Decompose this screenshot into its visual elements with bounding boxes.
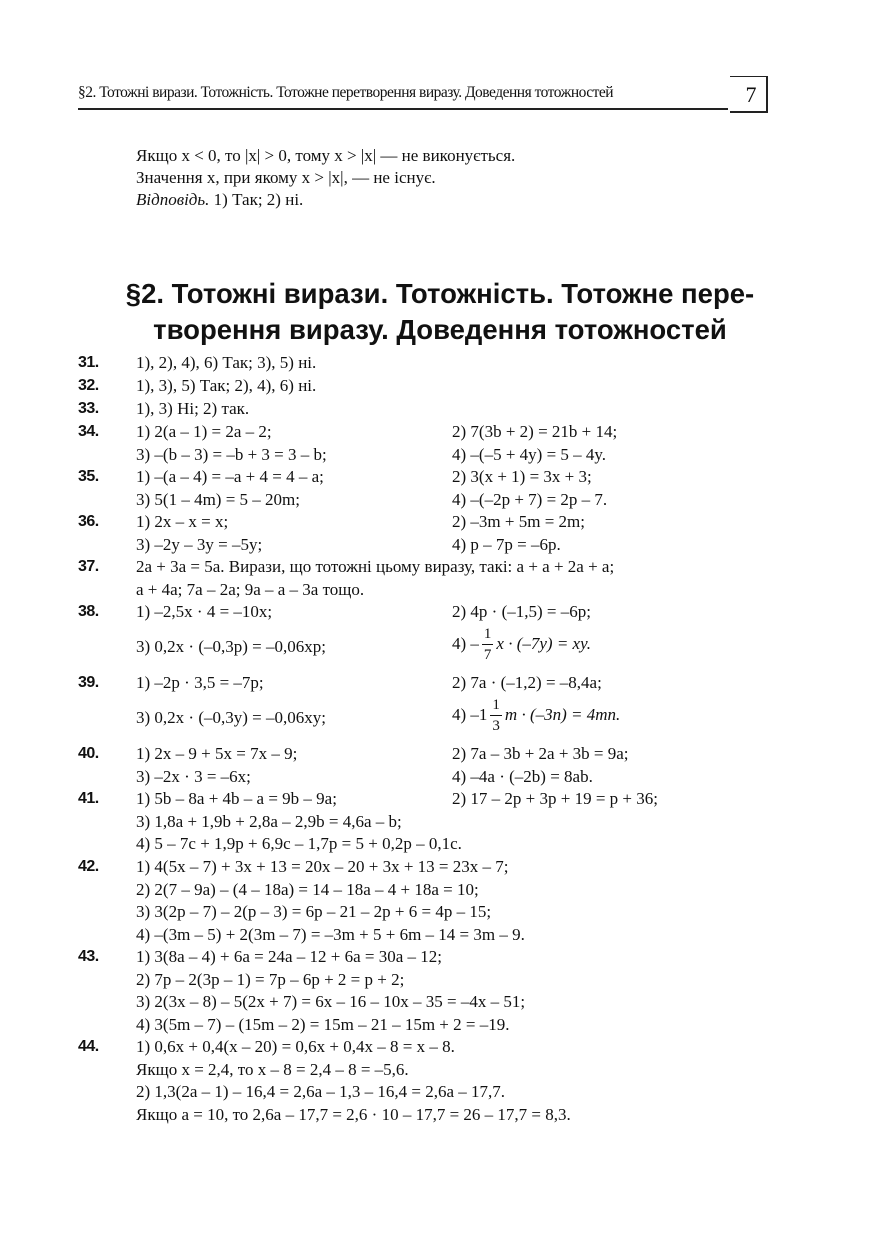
answer-line: 1) 4(5x – 7) + 3x + 13 = 20x – 20 + 3x + 13 = 23x – 7; [136, 857, 509, 876]
answer-item: 1) –2,5x · 4 = –10x; [136, 602, 273, 621]
answer-label: Відповідь. [136, 190, 210, 209]
fraction [490, 695, 502, 736]
answer-item: 3) 0,2x · (–0,3y) = –0,06xy; [136, 707, 326, 727]
intro-line-1: Якщо x < 0, то |x| > 0, тому x > |x| — не виконується. [136, 146, 516, 165]
running-header [78, 76, 768, 112]
answer-item: 2) 3(x + 1) = 3x + 3; [452, 467, 592, 486]
fraction-numerator: 1 [490, 695, 502, 716]
answer-item: 3) 5(1 – 4m) = 5 – 20m; [136, 489, 300, 509]
answer-item: 3) –(b – 3) = –b + 3 = 3 – b; [136, 444, 327, 464]
answer-prefix: 4) –1 [452, 704, 488, 724]
exercise-number: 35. [78, 468, 99, 485]
answer-line: 1), 3) Ні; 2) так. [136, 399, 250, 418]
answer-line: 4) 5 – 7c + 1,9p + 6,9c – 1,7p = 5 + 0,2p – 0,1c. [136, 834, 462, 853]
header-rule [78, 108, 728, 110]
answer-item: 2) 7a · (–1,2) = –8,4a; [452, 673, 602, 692]
answer-item: 3) –2y – 3y = –5y; [136, 534, 263, 554]
answer-item: 1) 5b – 8a + 4b – a = 9b – 9a; [136, 789, 337, 808]
exercise-number: 43. [78, 948, 99, 965]
answer-item: 1) 2(a – 1) = 2a – 2; [136, 422, 272, 441]
exercise-number: 44. [78, 1038, 99, 1055]
answer-item: 2) 7a – 3b + 2a + 3b = 9a; [452, 744, 629, 763]
answer-line: 1), 3), 5) Так; 2), 4), 6) ні. [136, 376, 317, 395]
answer-line: 2) 7p – 2(3p – 1) = 7p – 6p + 2 = p + 2; [136, 969, 405, 989]
answer-item: 1) –(a – 4) = –a + 4 = 4 – a; [136, 467, 324, 486]
exercise-number: 39. [78, 674, 99, 691]
answer-line: 3) 1,8a + 1,9b + 2,8a – 2,9b = 4,6a – b; [136, 811, 402, 831]
answer-line: 3) 2(3x – 8) – 5(2x + 7) = 6x – 16 – 10x – 35 = –4x – 51; [136, 992, 526, 1011]
running-title: §2. Тотожні вирази. Тотожність. Тотожне перетворення виразу. Доведення тотожностей [78, 84, 614, 101]
answer-item: 1) 2x – 9 + 5x = 7x – 9; [136, 744, 298, 763]
answer-item: 1) 2x – x = x; [136, 512, 229, 531]
answer-item: 4) p – 7p = –6p. [452, 534, 561, 554]
section-title-line-2: творення виразу. Доведення тотожностей [153, 314, 727, 345]
answer-text: 1) Так; 2) ні. [209, 190, 304, 209]
answer-line: a + 4a; 7a – 2a; 9a – a – 3a тощо. [136, 579, 365, 599]
answer-item: 4) –(–2p + 7) = 2p – 7. [452, 489, 608, 509]
answer-prefix: 4) – [452, 633, 479, 653]
exercise-number: 37. [78, 558, 99, 575]
fraction-numerator: 1 [482, 624, 494, 645]
answer-line: Якщо a = 10, то 2,6a – 17,7 = 2,6 · 10 – 17,7 = 26 – 17,7 = 8,3. [136, 1104, 571, 1124]
answer-line: 4) –(3m – 5) + 2(3m – 7) = –3m + 5 + 6m – 14 = 3m – 9. [136, 924, 525, 944]
page-number: 7 [745, 82, 757, 107]
exercise-number: 36. [78, 513, 99, 530]
answer-line: 1), 2), 4), 6) Так; 3), 5) ні. [136, 353, 317, 372]
answer-item: 4) –(–5 + 4y) = 5 – 4y. [452, 444, 607, 464]
exercise-number: 34. [78, 423, 99, 440]
section-title [60, 276, 820, 348]
exercise-number: 33. [78, 400, 99, 417]
answer-item: 3) 0,2x · (–0,3p) = –0,06xp; [136, 636, 326, 656]
answer-item: 2) –3m + 5m = 2m; [452, 512, 585, 531]
answer-item: 2) 7(3b + 2) = 21b + 14; [452, 422, 618, 441]
fraction-denominator: 7 [483, 646, 492, 663]
answer-suffix: x · (–7y) = xy. [496, 633, 591, 653]
answer-line: 3) 3(2p – 7) – 2(p – 3) = 6p – 21 – 2p + 6 = 4p – 15; [136, 902, 492, 921]
exercise-number: 42. [78, 858, 99, 875]
section-title-line-1: §2. Тотожні вирази. Тотожність. Тотожне пере- [125, 278, 755, 309]
exercise-number: 32. [78, 377, 99, 394]
answer-line: 2) 2(7 – 9a) – (4 – 18a) = 14 – 18a – 4 + 18a = 10; [136, 879, 479, 899]
answer-line: Якщо x = 2,4, то x – 8 = 2,4 – 8 = –5,6. [136, 1059, 409, 1079]
answer-line: 1) 3(8a – 4) + 6a = 24a – 12 + 6a = 30a – 12; [136, 947, 443, 966]
intro-line-2: Значення x, при якому x > |x|, — не існує. [136, 168, 436, 187]
answer-suffix: m · (–3n) = 4mn. [504, 704, 621, 724]
answer-line: 4) 3(5m – 7) – (15m – 2) = 15m – 21 – 15m + 2 = –19. [136, 1014, 510, 1034]
intro-answer [136, 189, 515, 211]
answer-item: 3) –2x · 3 = –6x; [136, 766, 251, 786]
exercise-number: 38. [78, 603, 99, 620]
answer-item [452, 695, 620, 736]
answer-item: 1) –2p · 3,5 = –7p; [136, 673, 264, 692]
answer-line: 1) 0,6x + 0,4(x – 20) = 0,6x + 0,4x – 8 = x – 8. [136, 1037, 455, 1056]
exercise-number: 41. [78, 790, 99, 807]
fraction-denominator: 3 [492, 717, 500, 734]
exercise-number: 40. [78, 745, 99, 762]
answer-line: 2a + 3a = 5a. Вирази, що тотожні цьому виразу, такі: a + a + 2a + a; [136, 557, 615, 576]
exercise-number: 31. [78, 354, 99, 371]
answer-item: 4) –4a · (–2b) = 8ab. [452, 766, 593, 786]
answer-item: 2) 17 – 2p + 3p + 19 = p + 36; [452, 789, 658, 808]
intro-block [136, 145, 515, 211]
answer-item [452, 624, 591, 665]
fraction [482, 624, 494, 665]
answer-item: 2) 4p · (–1,5) = –6p; [452, 602, 591, 621]
answer-line: 2) 1,3(2a – 1) – 16,4 = 2,6a – 1,3 – 16,4 = 2,6a – 17,7. [136, 1082, 506, 1101]
